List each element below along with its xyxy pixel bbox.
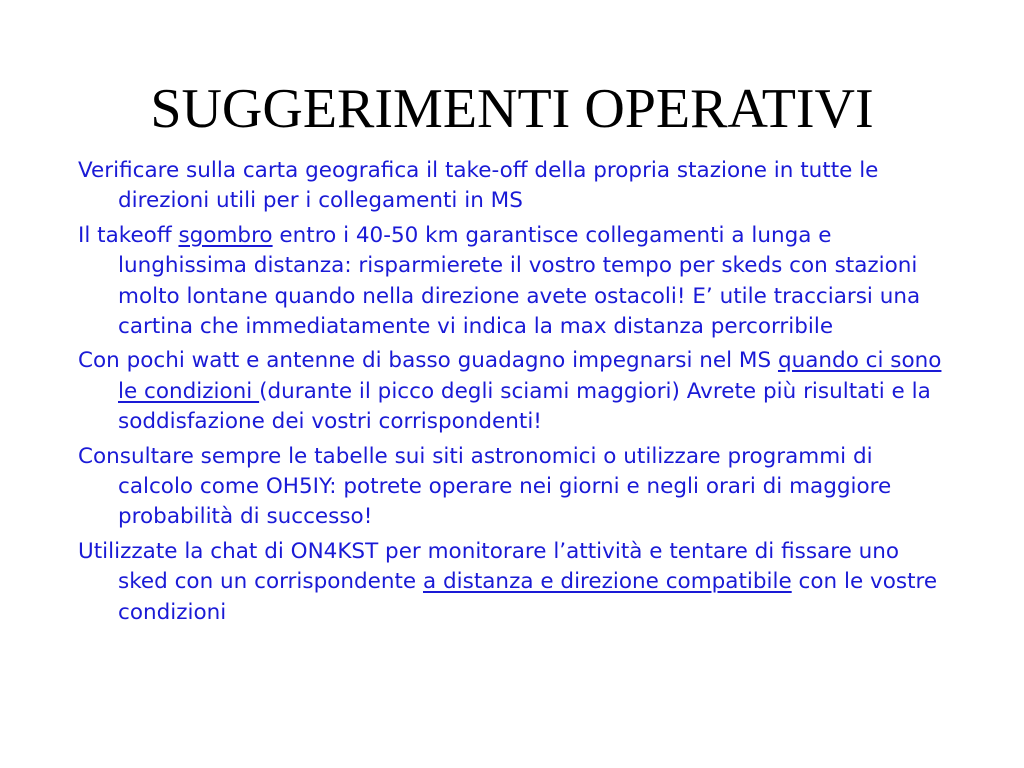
paragraph-1 <box>78 156 948 217</box>
paragraph-text: (durante il picco degli sciami maggiori) Avrete più risultati e la soddisfazione dei vostri corrispondenti! <box>118 378 931 435</box>
paragraph-2 <box>78 221 948 343</box>
paragraph-text: Consultare sempre le tabelle sui siti astronomici o utilizzare programmi di calcolo come OH5IY: potrete operare nei giorni e negli orari di maggiore probabilità di successo! <box>78 443 892 530</box>
paragraph-4 <box>78 442 948 533</box>
paragraph-text: con le vostre condizioni <box>118 569 938 625</box>
slide-title: SUGGERIMENTI OPERATIVI <box>150 78 874 140</box>
paragraph-text: Verificare sulla carta geografica il take-off della propria stazione in tutte le direzioni utili per i collegamenti in MS <box>78 158 879 214</box>
paragraph-3 <box>78 346 948 437</box>
underlined-text: quando ci sono le condizioni <box>118 348 942 404</box>
underlined-text: sgombro <box>178 222 273 248</box>
paragraph-text: Il takeoff <box>78 222 179 248</box>
paragraph-text: entro i 40-50 km garantisce collegamenti a lunga e lunghissima distanza: risparmierete il vostro tempo per skeds con stazioni molto lontane quando nella direzione avete ostacoli! E’ utile tracciarsi una cartina che immediatamente vi indica la max distanza percorribile <box>118 222 921 340</box>
underlined-text: a distanza e direzione compatibile <box>423 569 792 595</box>
paragraph-5 <box>78 537 948 628</box>
paragraph-text: Con pochi watt e antenne di basso guadagno impegnarsi nel MS <box>78 348 778 374</box>
paragraph-text: Utilizzate la chat di ON4KST per monitorare l’attività e tentare di fissare uno sked con un corrispondente <box>78 538 900 595</box>
slide-body <box>78 156 948 632</box>
